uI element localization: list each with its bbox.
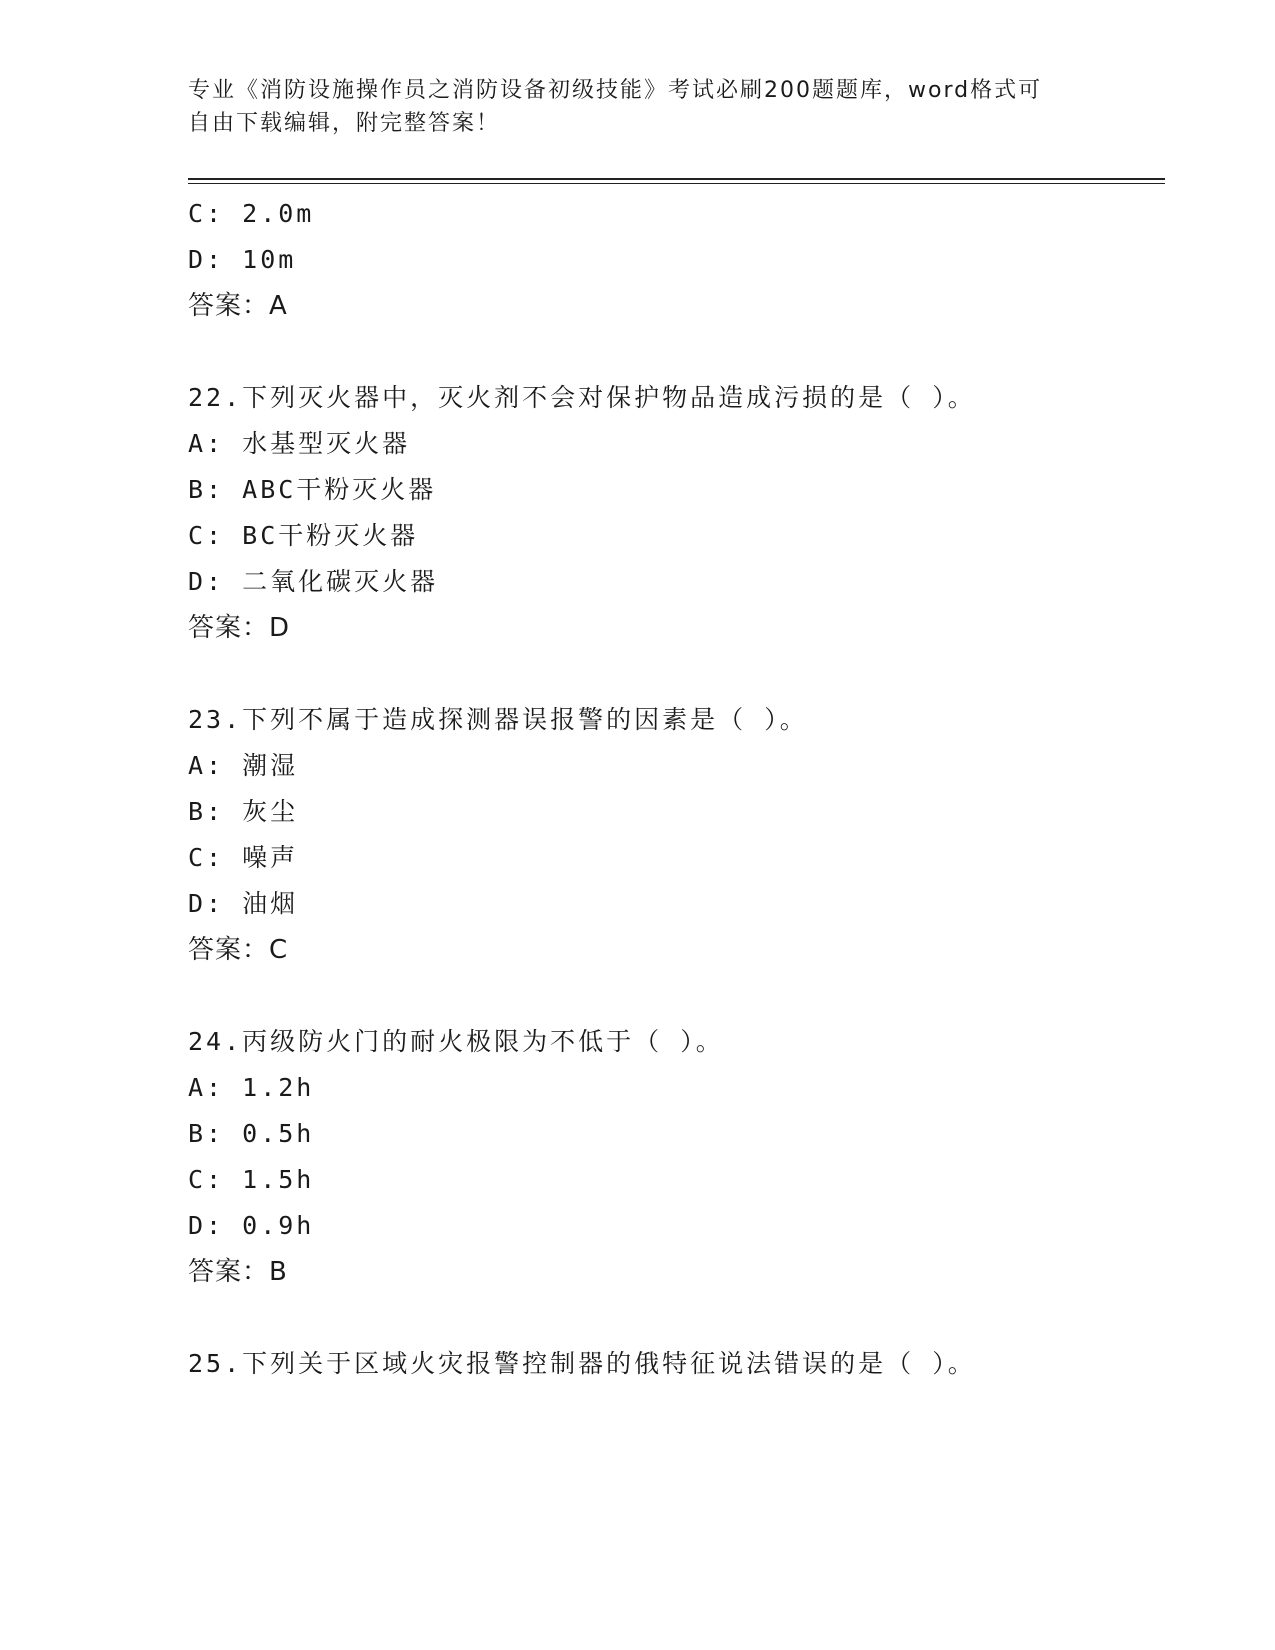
header-rule-thin bbox=[188, 183, 1165, 184]
answer-line: 答案：A bbox=[188, 291, 288, 321]
question-stem: 22.下列灭火器中，灭火剂不会对保护物品造成污损的是（ ）。 bbox=[188, 383, 976, 412]
option-d: D: 0.9h bbox=[188, 1211, 315, 1240]
question-stem: 24.丙级防火门的耐火极限为不低于（ ）。 bbox=[188, 1027, 724, 1056]
question-22 bbox=[188, 375, 1168, 651]
option-a: A: 潮湿 bbox=[188, 751, 299, 780]
spacer bbox=[188, 329, 1168, 375]
question-stem: 25.下列关于区域火灾报警控制器的俄特征说法错误的是（ ）。 bbox=[188, 1349, 976, 1378]
spacer bbox=[188, 1295, 1168, 1341]
answer-line: 答案：C bbox=[188, 935, 289, 965]
option-c: C: BC干粉灭火器 bbox=[188, 521, 419, 550]
option-a: A: 1.2h bbox=[188, 1073, 315, 1102]
header-rule-thick bbox=[188, 178, 1165, 180]
option-a: A: 水基型灭火器 bbox=[188, 429, 411, 458]
header-line-1: 专业《消防设施操作员之消防设备初级技能》考试必刷200题题库，word格式可 bbox=[188, 78, 1043, 103]
question-stem: 23.下列不属于造成探测器误报警的因素是（ ）。 bbox=[188, 705, 808, 734]
option-d: D: 二氧化碳灭火器 bbox=[188, 567, 439, 596]
option-d: D: 10m bbox=[188, 245, 297, 274]
spacer bbox=[188, 973, 1168, 1019]
option-b: B: 灰尘 bbox=[188, 797, 299, 826]
option-d: D: 油烟 bbox=[188, 889, 299, 918]
answer-line: 答案：B bbox=[188, 1257, 288, 1287]
partial-question bbox=[188, 191, 1168, 329]
question-list bbox=[188, 191, 1168, 1387]
question-23 bbox=[188, 697, 1168, 973]
spacer bbox=[188, 651, 1168, 697]
option-c: C: 噪声 bbox=[188, 843, 299, 872]
question-24 bbox=[188, 1019, 1168, 1295]
option-c: C: 2.0m bbox=[188, 199, 315, 228]
option-c: C: 1.5h bbox=[188, 1165, 315, 1194]
header-line-2: 自由下载编辑，附完整答案！ bbox=[188, 111, 501, 136]
answer-line: 答案：D bbox=[188, 613, 291, 643]
option-b: B: 0.5h bbox=[188, 1119, 315, 1148]
option-b: B: ABC干粉灭火器 bbox=[188, 475, 437, 504]
document-header bbox=[188, 74, 1068, 140]
question-25 bbox=[188, 1341, 1168, 1387]
